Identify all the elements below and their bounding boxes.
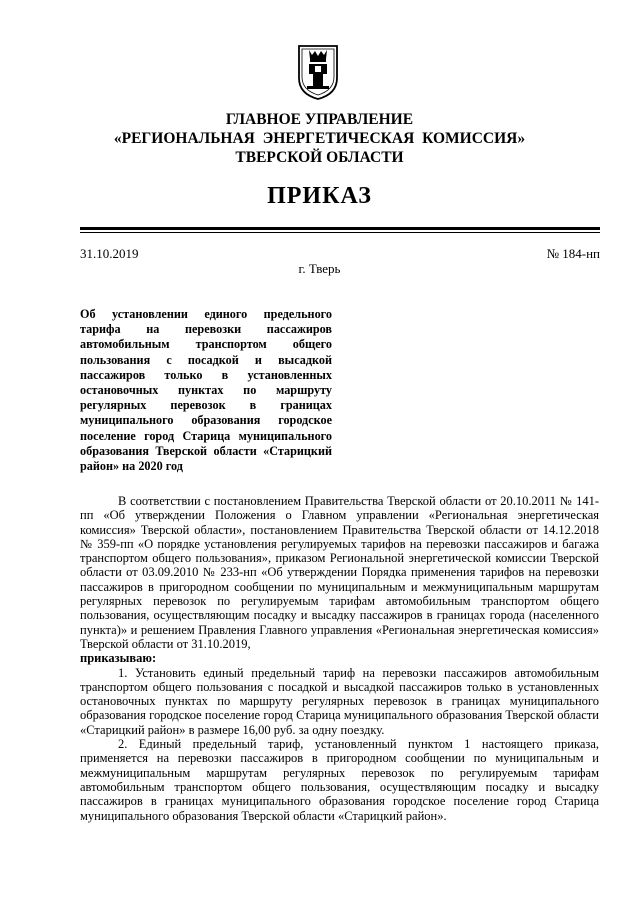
preamble-paragraph: В соответствии с постановлением Правительства Тверской области от 20.10.2011 № 141-пп «Об утверждении Положения о Главном управлении «Региональная энергетическая комиссия» Тверской области», постановлением Правительства Тверской области от 14.12.2018 № 359-пп «О порядке установления регулируемых тарифов на перевозки пассажиров и багажа транспортом общего пользования», приказом Региональной энергетической комиссии Тверской области от 03.09.2010 № 233-нп «Об утверждении Порядка применения тарифов на перевозки пассажиров в пригородном сообщении по муниципальным и межмуниципальным маршрутам регулярных перевозок по регулируемым тарифам автомобильным транспортом общего пользования, осуществляющим посадку и высадку пассажиров в границах города (населенного пункта)» и решением Правления Главного управления «Региональная энергетическая комиссия» Тверской области от 31.10.2019, [80,494,599,651]
item-1-paragraph: 1. Установить единый предельный тариф на перевозки пассажиров автомобильным транспортом общего пользования с посадкой и высадкой пассажиров только в установленных остановочных пунктах по маршруту регулярных перевозок в границах муниципального образования городское поселение город Старица муниципального образования Тверской области «Старицкий район» в размере 16,00 руб. за одну поездку. [80,665,599,737]
org-name-line-2: «РЕГИОНАЛЬНАЯ ЭНЕРГЕТИЧЕСКАЯ КОМИССИЯ» [113,130,526,147]
org-name-line-3: ТВЕРСКОЙ ОБЛАСТИ [235,149,404,166]
document-number: № 184-нп [546,246,600,261]
org-name-line-1: ГЛАВНОЕ УПРАВЛЕНИЕ [225,111,414,128]
order-word: приказываю: [80,651,157,666]
item-2-paragraph: 2. Единый предельный тариф, установленный пунктом 1 настоящего приказа, применяется на перевозки пассажиров в пригородном сообщении по муниципальным и межмуниципальным маршрутам регулярных перевозок по регулируемым тарифам автомобильным транспортом общего пользования, осуществляющим посадку и высадку пассажиров в границах муниципального образования городское поселение город Старица муниципального образования Тверской области «Старицкий район». [80,737,599,823]
document-city: г. Тверь [298,261,341,276]
header-rule-thick [80,227,600,230]
header-rule-thin [80,232,600,233]
document-title: ПРИКАЗ [267,183,372,209]
document-subject: Об установлении единого предельного тарифа на перевозки пассажиров автомобильным транспортом общего пользования с посадкой и высадкой пассажиров только в установленных остановочных пунктах по маршруту регулярных перевозок в границах муниципального образования городское поселение город Старица муниципального образования Тверской области «Старицкий район» на 2020 год [80,307,332,474]
document-body [80,494,599,823]
document-date: 31.10.2019 [80,246,139,261]
coat-of-arms-icon [297,44,339,100]
